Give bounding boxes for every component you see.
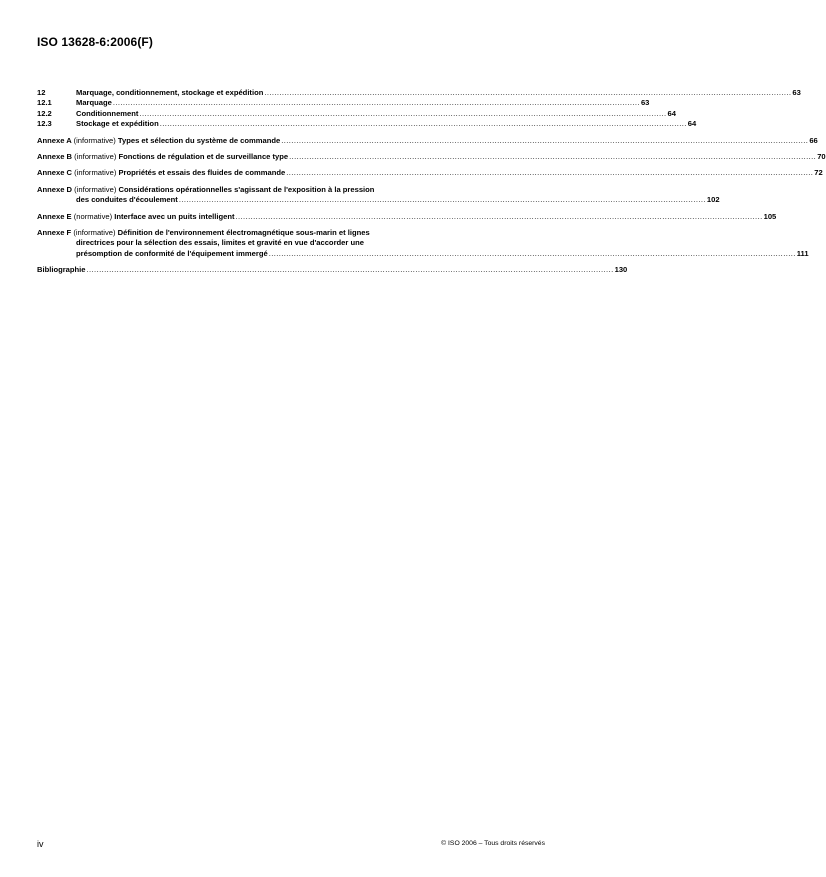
toc-leader-dots: .................................................................................................................................................................................................................. — [235, 211, 763, 221]
toc-entry-annexe-d[interactable] — [37, 185, 545, 195]
toc-entry-number: 12 — [37, 88, 46, 97]
toc-leader-dots: .................................................................................................................................................................................................................. — [139, 108, 667, 118]
toc-entry-annexe-c[interactable] — [37, 168, 823, 178]
toc-entry-page: 63 — [640, 98, 650, 108]
toc-entry-page: 64 — [667, 108, 676, 118]
toc-entry-annexe-f[interactable] — [37, 228, 545, 238]
toc-entry-12-1[interactable] — [37, 98, 650, 108]
toc-entry-title: Bibliographie — [37, 265, 86, 275]
document-header: ISO 13628-6:2006(F) — [37, 35, 153, 49]
annex-title: Interface avec un puits intelligent — [114, 211, 235, 221]
toc-leader-dots: .................................................................................................................................................................................................................. — [112, 98, 640, 108]
table-of-contents — [37, 88, 826, 276]
annex-title-line: présomption de conformité de l'équipement immergé — [76, 248, 268, 258]
toc-entry-12-2[interactable] — [37, 108, 676, 119]
toc-leader-dots: .................................................................................................................................................................................................................. — [86, 265, 614, 275]
annex-label: Annexe B — [37, 152, 73, 162]
annex-title-line: des conduites d'écoulement — [76, 195, 178, 205]
toc-leader-dots: .................................................................................................................................................................................................................. — [281, 135, 809, 145]
annex-title-line: Considérations opérationnelles s'agissant de l'exposition à la pression — [118, 184, 375, 194]
toc-entry-page: 102 — [706, 195, 720, 205]
annex-label: Annexe A — [37, 135, 72, 145]
toc-entry-number: 12.2 — [37, 108, 52, 118]
annex-kind: (informative) — [74, 152, 117, 162]
annex-label: Annexe D — [37, 184, 73, 194]
toc-entry-page: 105 — [763, 211, 777, 221]
toc-entry-annexe-f-last-line[interactable] — [37, 248, 809, 259]
toc-entry-page: 111 — [796, 248, 809, 258]
toc-entry-annexe-a[interactable] — [37, 135, 818, 146]
toc-entry-title: Conditionnement — [76, 108, 139, 118]
toc-entry-12[interactable] — [37, 88, 801, 98]
toc-leader-dots: .................................................................................................................................................................................................................. — [159, 119, 687, 129]
annex-kind: (informative) — [73, 228, 116, 238]
annex-title-line: directrices pour la sélection des essais, limites et gravité en vue d'accorder une — [76, 238, 364, 248]
copyright-notice: © ISO 2006 – Tous droits réservés — [441, 840, 545, 847]
toc-entry-annexe-e[interactable] — [37, 211, 777, 222]
annex-label: Annexe C — [37, 168, 73, 178]
annex-label: Annexe F — [37, 228, 72, 238]
toc-leader-dots: .................................................................................................................................................................................................................. — [286, 168, 814, 178]
annex-title: Propriétés et essais des fluides de commande — [118, 168, 286, 178]
toc-entry-title: Stockage et expédition — [76, 119, 159, 129]
toc-leader-dots: .................................................................................................................................................................................................................. — [268, 248, 796, 258]
toc-entry-page: 66 — [809, 135, 818, 145]
annex-kind: (informative) — [73, 135, 116, 145]
toc-entry-page: 130 — [614, 265, 628, 275]
toc-entry-page: 70 — [817, 152, 826, 162]
annex-kind: (normative) — [73, 211, 113, 221]
toc-entry-annexe-d-last-line[interactable] — [37, 195, 720, 205]
toc-entry-title: Marquage — [76, 98, 112, 108]
toc-entry-page: 64 — [687, 119, 697, 129]
annex-title: Types et sélection du système de commande — [117, 135, 281, 145]
page-number: iv — [37, 839, 44, 849]
annex-title-line: Définition de l'environnement électromagnétique sous-marin et lignes — [117, 228, 370, 238]
toc-entry-bibliographie[interactable] — [37, 265, 628, 275]
toc-leader-dots: .................................................................................................................................................................................................................. — [178, 195, 706, 205]
toc-entry-page: 72 — [814, 168, 823, 178]
toc-leader-dots: .................................................................................................................................................................................................................. — [264, 88, 792, 97]
toc-entry-page: 63 — [792, 88, 801, 97]
toc-entry-number: 12.3 — [37, 119, 52, 129]
toc-leader-dots: .................................................................................................................................................................................................................. — [289, 152, 817, 162]
toc-entry-number: 12.1 — [37, 98, 52, 108]
annex-title: Fonctions de régulation et de surveillance type — [118, 152, 289, 162]
toc-entry-12-3[interactable] — [37, 119, 697, 129]
toc-entry-title: Marquage, conditionnement, stockage et expédition — [76, 88, 264, 97]
toc-entry-annexe-b[interactable] — [37, 152, 826, 162]
annex-label: Annexe E — [37, 211, 72, 221]
annex-kind: (informative) — [74, 168, 117, 178]
annex-kind: (informative) — [74, 184, 117, 194]
